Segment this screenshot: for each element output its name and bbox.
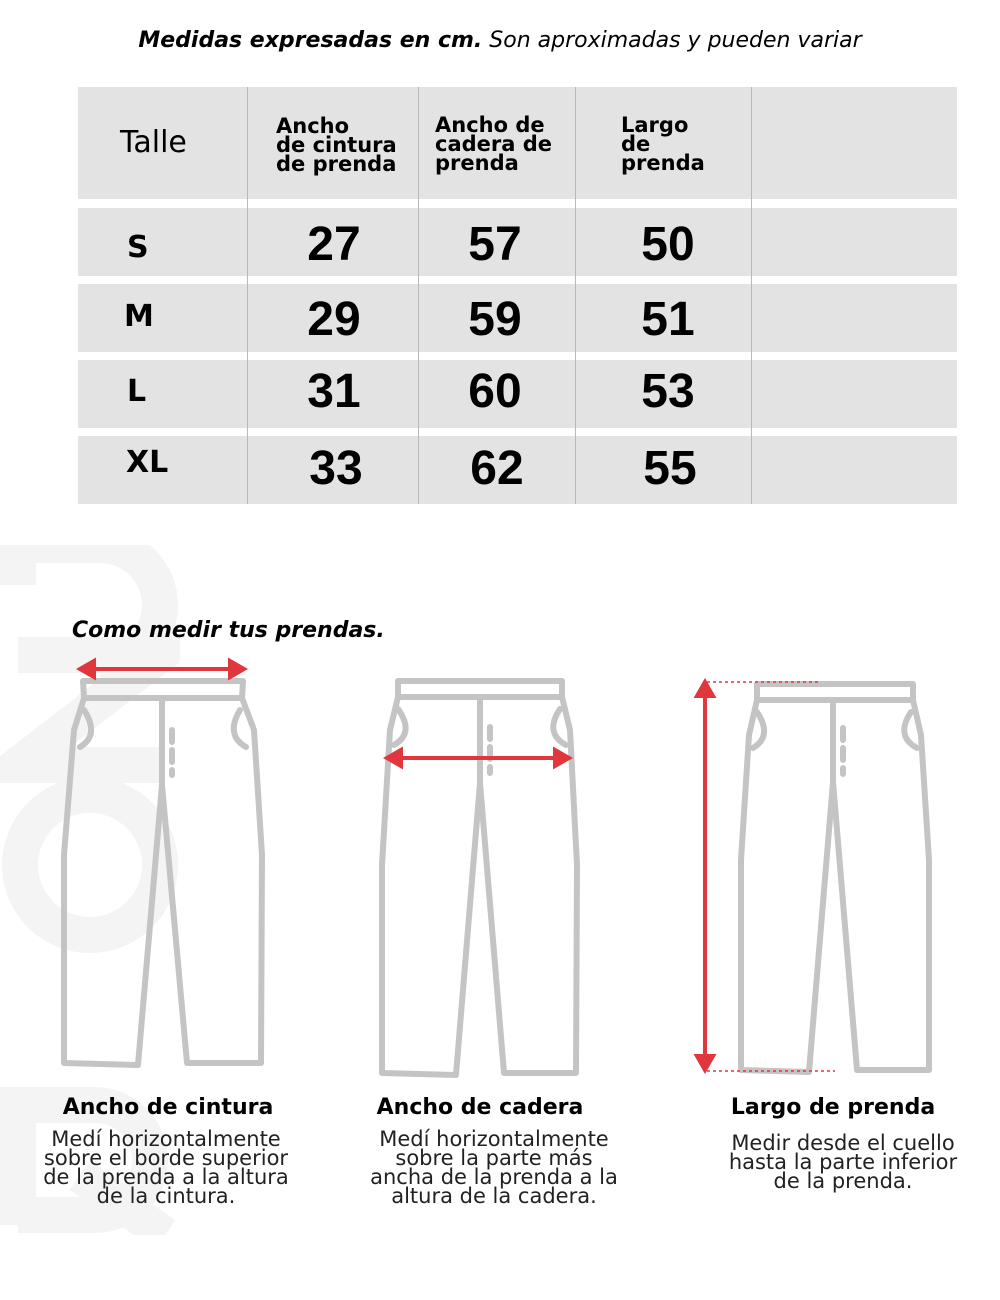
size-xl: XL: [126, 445, 169, 480]
size-m: M: [124, 299, 154, 334]
note-bold: Medidas expresadas en cm.: [138, 28, 483, 53]
column-divider: [247, 87, 248, 504]
header-waist: Ancho de cintura de prenda: [276, 114, 397, 176]
header-hip: Ancho de cadera de prenda: [435, 113, 553, 175]
header-size: Talle: [120, 125, 187, 160]
hip-s: 57: [468, 218, 522, 271]
length-xl: 55: [643, 442, 697, 495]
length-s: 50: [641, 218, 695, 271]
length-l: 53: [641, 365, 695, 418]
length-m: 51: [641, 293, 695, 346]
pants-length-illustration: [685, 670, 945, 1080]
caption-length-text: Medir desde el cuello hasta la parte inferior de la prenda.: [728, 1131, 958, 1193]
how-to-title: Como medir tus prendas.: [72, 618, 385, 643]
column-divider: [575, 87, 576, 504]
header-length: Largo de prenda: [621, 113, 705, 175]
hip-l: 60: [468, 365, 522, 418]
hip-xl: 62: [470, 442, 524, 495]
column-divider: [751, 87, 752, 504]
waist-s: 27: [307, 218, 361, 271]
caption-hip-title: Ancho de cadera: [376, 1095, 584, 1120]
size-l: L: [127, 374, 147, 409]
waist-m: 29: [307, 293, 361, 346]
pants-hip-illustration: [370, 675, 600, 1080]
caption-waist-text: Medí horizontalmente sobre el borde superior de la prenda a la altura de la cintura.: [43, 1127, 289, 1208]
measurement-note: [0, 26, 1000, 56]
waist-xl: 33: [309, 442, 363, 495]
pants-waist-illustration: [50, 655, 280, 1075]
column-divider: [418, 87, 419, 504]
size-s: S: [127, 230, 149, 265]
waist-l: 31: [307, 365, 361, 418]
note-rest: Son aproximadas y pueden variar: [489, 28, 862, 53]
caption-length-title: Largo de prenda: [730, 1095, 936, 1120]
hip-m: 59: [468, 293, 522, 346]
caption-hip-text: Medí horizontalmente sobre la parte más ancha de la prenda a la altura de la cadera.: [370, 1127, 618, 1208]
caption-waist-title: Ancho de cintura: [62, 1095, 274, 1120]
